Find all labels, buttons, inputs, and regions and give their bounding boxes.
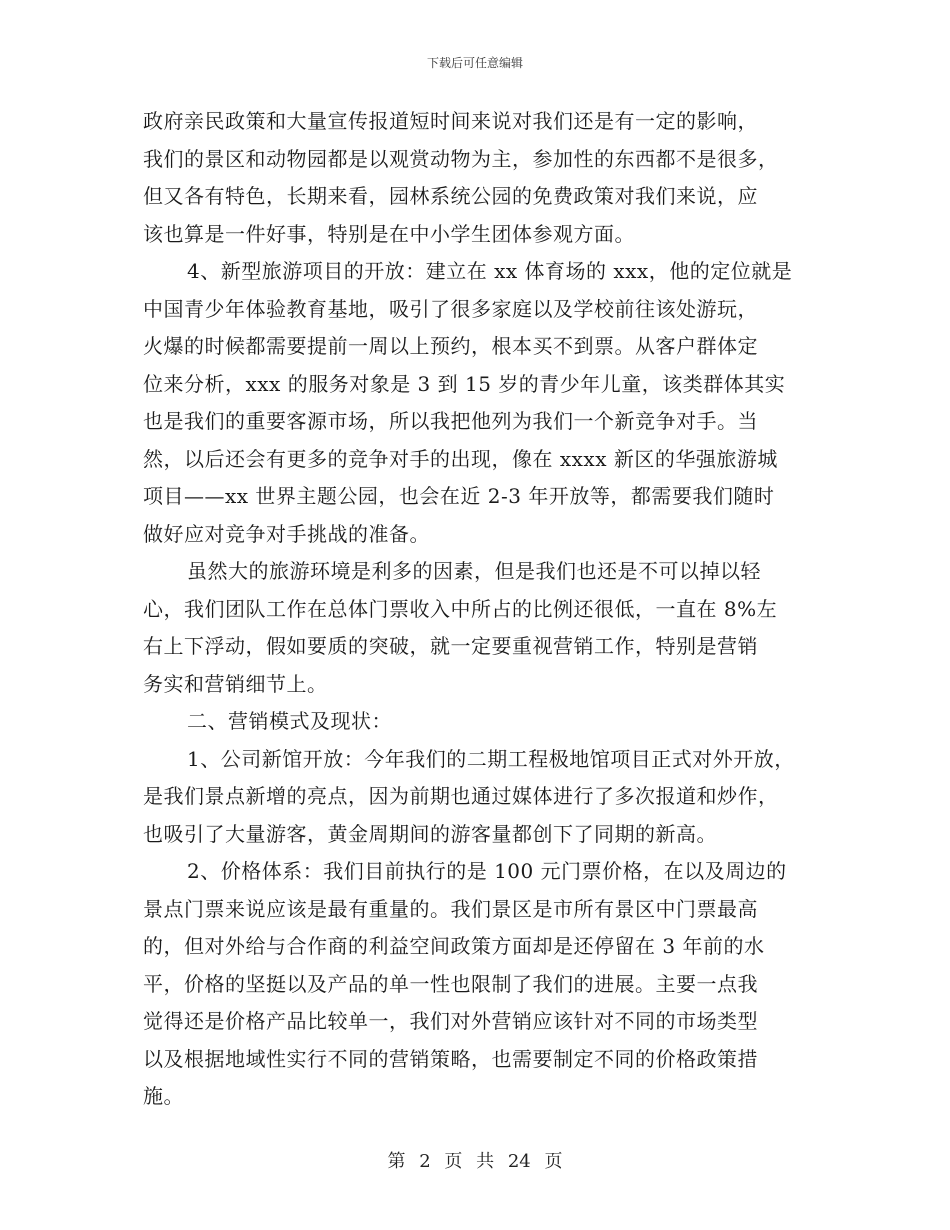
text-line: 务实和营销细节上。	[143, 671, 328, 696]
text-line: 心，我们团队工作在总体门票收入中所占的比例还很低，一直在 8%左	[143, 596, 778, 621]
text-line: 景点门票来说应该是最有重量的。我们景区是市所有景区中门票最高	[143, 896, 758, 921]
section-heading: 二、营销模式及现状：	[187, 709, 392, 733]
text-line: 平，价格的坚挺以及产品的单一性也限制了我们的进展。主要一点我	[143, 971, 758, 996]
text-line: 觉得还是价格产品比较单一，我们对外营销应该针对不同的市场类型	[143, 1009, 758, 1033]
text-line: 做好应对竞争对手挑战的准备。	[143, 521, 430, 546]
text-line: 是我们景点新增的亮点，因为前期也通过媒体进行了多次报道和炒作，	[143, 784, 779, 808]
text-line: 的，但对外给与合作商的利益空间政策方面却是还停留在 3 年前的水	[143, 934, 765, 958]
text-line: 右上下浮动，假如要质的突破，就一定要重视营销工作，特别是营销	[143, 634, 758, 658]
text-line: 火爆的时候都需要提前一周以上预约，根本买不到票。从客户群体定	[143, 334, 758, 358]
page-number: 第 2 页 共 24 页	[387, 1151, 563, 1172]
paragraph-start-line: 虽然大的旅游环境是利多的因素，但是我们也还是不可以掉以轻	[187, 559, 761, 583]
text-line: 中国青少年体验教育基地，吸引了很多家庭以及学校前往该处游玩，	[143, 296, 758, 321]
text-line: 项目——xx 世界主题公园，也会在近 2-3 年开放等，都需要我们随时	[143, 484, 775, 508]
text-line: 该也算是一件好事，特别是在中小学生团体参观方面。	[143, 221, 635, 246]
text-line: 然，以后还会有更多的竞争对手的出现，像在 xxxx 新区的华强旅游城	[143, 446, 778, 471]
paragraph-start-line: 2、价格体系：我们目前执行的是 100 元门票价格，在以及周边的	[187, 859, 787, 883]
text-line: 施。	[143, 1084, 184, 1108]
text-line: 位来分析，xxx 的服务对象是 3 到 15 岁的青少年儿童，该类群体其实	[143, 371, 786, 396]
text-line: 以及根据地域性实行不同的营销策略，也需要制定不同的价格政策措	[143, 1046, 758, 1071]
text-line: 政府亲民政策和大量宣传报道短时间来说对我们还是有一定的影响，	[143, 109, 758, 133]
paragraph-start-line: 4、新型旅游项目的开放：建立在 xx 体育场的 xxx，他的定位就是	[187, 259, 793, 283]
document-body	[143, 103, 823, 1116]
text-line: 也吸引了大量游客，黄金周期间的游客量都创下了同期的新高。	[143, 821, 717, 846]
page-header-note: 下载后可任意编辑	[426, 56, 523, 70]
paragraph-start-line: 1、公司新馆开放：今年我们的二期工程极地馆项目正式对外开放，	[187, 746, 795, 771]
text-line: 也是我们的重要客源市场，所以我把他列为我们一个新竞争对手。当	[143, 409, 758, 433]
text-line: 我们的景区和动物园都是以观赏动物为主，参加性的东西都不是很多，	[143, 146, 779, 171]
text-line: 但又各有特色，长期来看，园林系统公园的免费政策对我们来说，应	[143, 184, 758, 208]
